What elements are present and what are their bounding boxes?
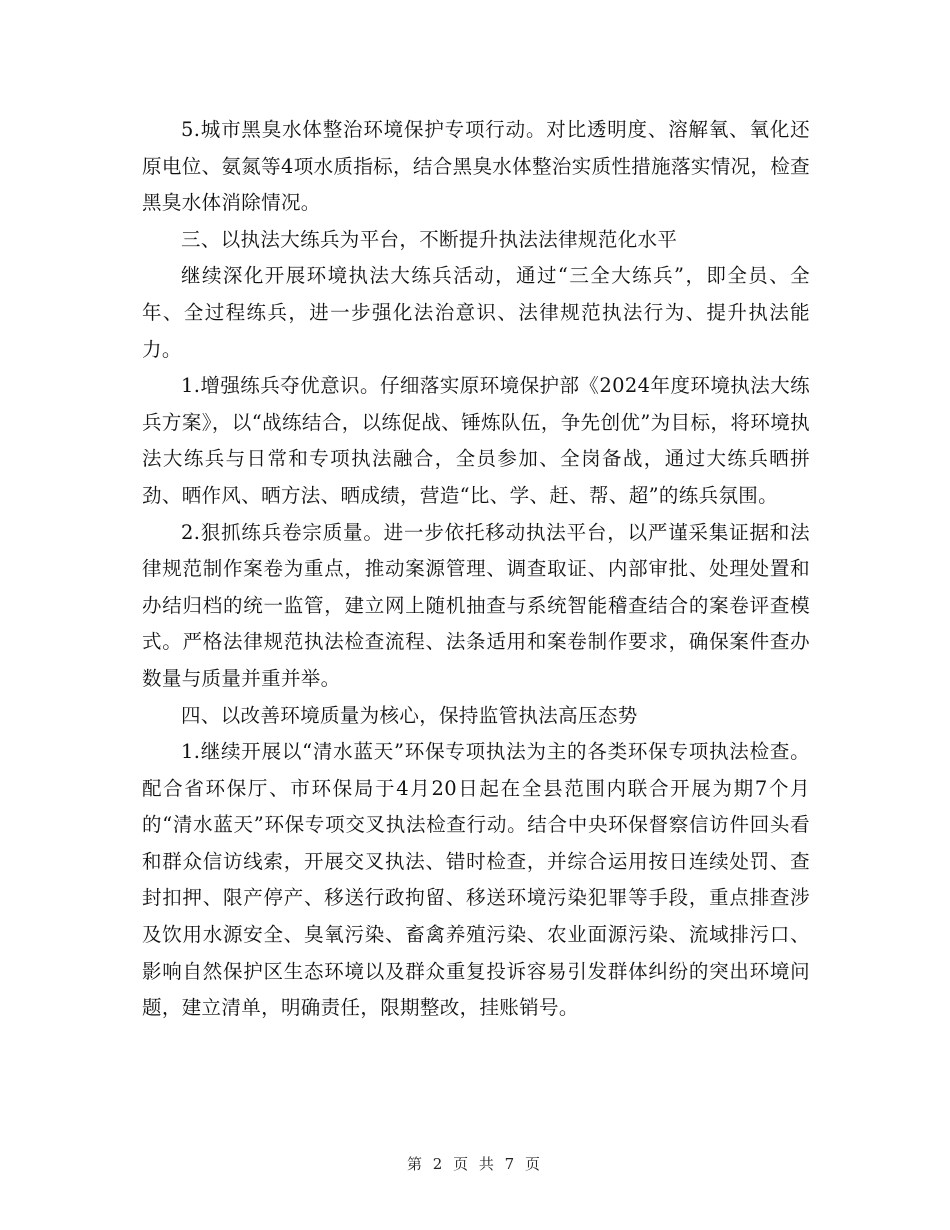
paragraph-item-5-black-odorous-water: 5.城市黑臭水体整治环境保护专项行动。对比透明度、溶解氧、氧化还原电位、氨氮等4项水质指标，结合黑臭水体整治实质性措施落实情况，检查黑臭水体消除情况。 [142,118,810,215]
document-body [142,112,810,1027]
paragraph-item-2-case-file-quality: 2.狠抓练兵卷宗质量。进一步依托移动执法平台，以严谨采集证据和法律规范制作案卷为重点，推动案源管理、调查取证、内部审批、处理处置和办结归档的统一监管，建立网上随机抽查与系统智能稽查结合的案卷评查模式。严格法律规范执法检查流程、法条适用和案卷制作要求，确保案件查办数量与质量并重并举。 [142,520,810,690]
paragraph-training-intro: 继续深化开展环境执法大练兵活动，通过“三全大练兵”，即全员、全年、全过程练兵，进一步强化法治意识、法律规范执法行为、提升执法能力。 [142,264,810,361]
paragraph-item-1-training-awareness: 1.增强练兵夺优意识。仔细落实原环境保护部《2024年度环境执法大练兵方案》，以“战练结合，以练促战、锤炼队伍，争先创优”为目标，将环境执法大练兵与日常和专项执法融合，全员参加、全岗备战，通过大练兵晒拼劲、晒作风、晒方法、晒成绩，营造“比、学、赶、帮、超”的练兵氛围。 [142,374,810,507]
section-heading-four: 四、以改善环境质量为核心，保持监管执法高压态势 [181,703,638,727]
paragraph-item-1-special-enforcement: 1.继续开展以“清水蓝天”环保专项执法为主的各类环保专项执法检查。配合省环保厅、市环保局于4月20日起在全县范围内联合开展为期7个月的“清水蓝天”环保专项交叉执法检查行动。结合中央环保督察信访件回头看和群众信访线索，开展交叉执法、错时检查，并综合运用按日连续处罚、查封扣押、限产停产、移送行政拘留、移送环境污染犯罪等手段，重点排查涉及饮用水源安全、臭氧污染、畜禽养殖污染、农业面源污染、流域排污口、影响自然保护区生态环境以及群众重复投诉容易引发群体纠纷的突出环境问题，建立清单，明确责任，限期整改，挂账销号。 [142,740,810,1020]
page-number-footer: 第 2 页 共 7 页 [407,1155,543,1173]
section-heading-three: 三、以执法大练兵为平台，不断提升执法法律规范化水平 [181,227,678,251]
